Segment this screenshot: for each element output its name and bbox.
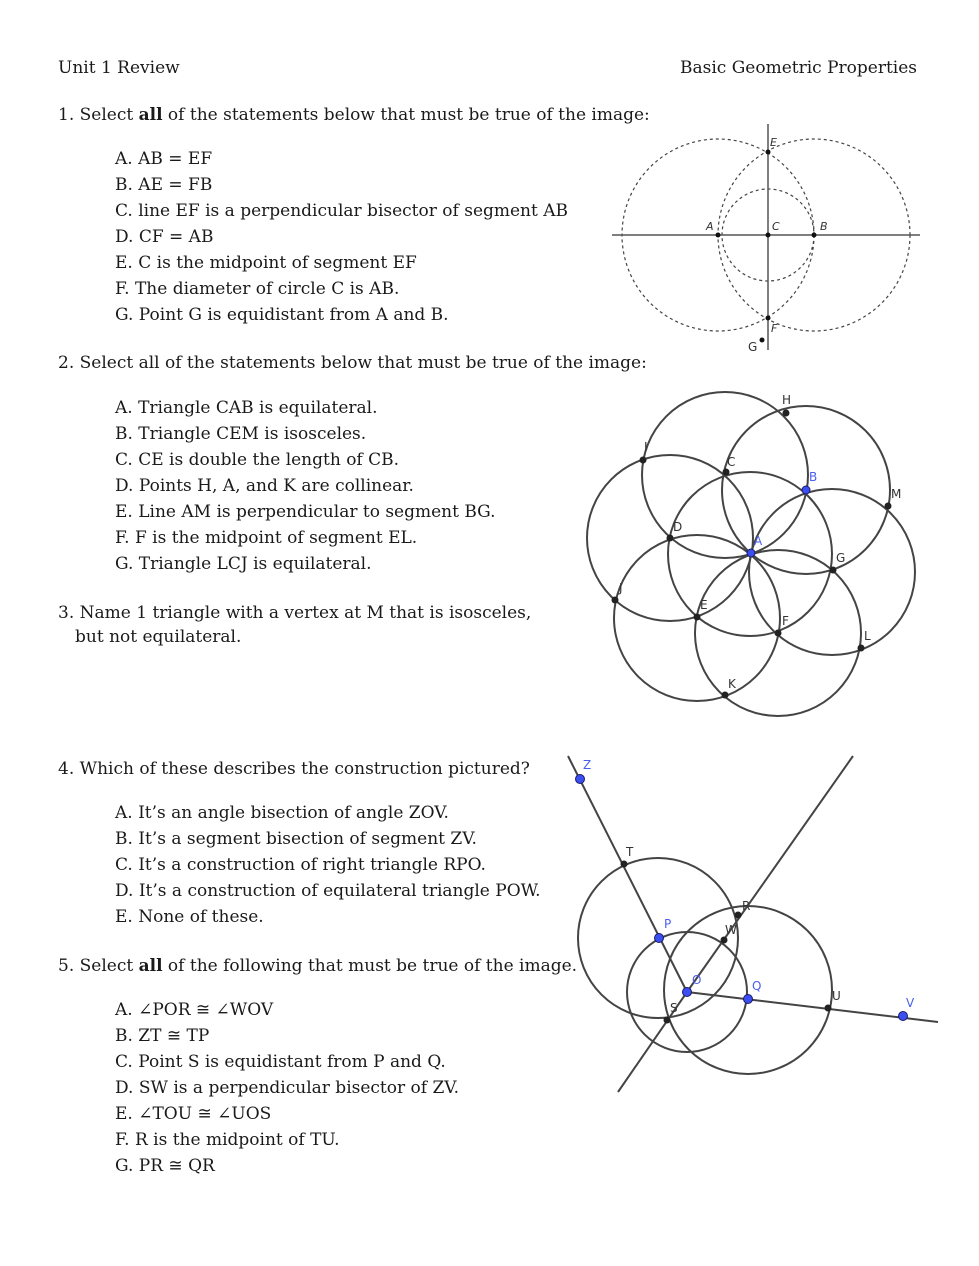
q2-option-f[interactable]: F. F is the midpoint of segment EL. [115, 528, 418, 548]
label-m: M [891, 487, 902, 501]
q5-option-f[interactable]: F. R is the midpoint of TU. [115, 1130, 340, 1150]
q4-option-d[interactable]: D. It’s a construction of equilateral triangle POW. [115, 881, 541, 901]
q1-suffix: of the statements below that must be true of the image: [162, 105, 650, 125]
point-k [722, 692, 729, 699]
label-z: Z [583, 758, 592, 772]
q2-option-c[interactable]: C. CE is double the length of CB. [115, 450, 400, 470]
label-q: Q [752, 979, 762, 993]
point-o [683, 988, 692, 997]
label-k: K [728, 677, 736, 691]
point-z [576, 775, 585, 784]
point-f [766, 316, 771, 321]
label-v: V [906, 996, 915, 1010]
point-a [747, 549, 755, 557]
point-p [655, 934, 664, 943]
point-b [802, 486, 810, 494]
question-4-options [115, 800, 541, 930]
point-i [640, 457, 647, 464]
point-c [723, 469, 730, 476]
point-l [858, 645, 865, 652]
label-j: J [619, 581, 623, 595]
q1-option-d[interactable]: D. CF = AB [115, 227, 214, 247]
point-h [783, 410, 790, 417]
point-e [766, 150, 771, 155]
header-topic: Basic Geometric Properties [679, 58, 917, 78]
figure-1-circles [600, 118, 930, 358]
label-f: F [771, 322, 778, 335]
q5-option-e[interactable]: E. ∠TOU ≅ ∠UOS [115, 1104, 272, 1124]
q1-option-b[interactable]: B. AE = FB [115, 175, 213, 195]
question-2-prompt: 2. Select all of the statements below that must be true of the image: [58, 353, 647, 373]
q5-suffix: of the following that must be true of the image. [162, 956, 578, 976]
q5-option-a[interactable]: A. ∠POR ≅ ∠WOV [115, 1000, 274, 1020]
point-s [664, 1017, 671, 1024]
point-g [760, 338, 765, 343]
label-b: B [809, 470, 818, 484]
question-3-prompt [58, 601, 531, 649]
q1-option-a[interactable]: A. AB = EF [115, 149, 213, 169]
label-h: H [782, 393, 792, 407]
ray-or [687, 756, 853, 992]
label-a: A [754, 534, 763, 548]
q5-emphasis: all [138, 956, 163, 976]
q2-option-g[interactable]: G. Triangle LCJ is equilateral. [115, 554, 372, 574]
q5-option-g[interactable]: G. PR ≅ QR [115, 1156, 215, 1176]
point-w [721, 937, 728, 944]
point-a [716, 233, 721, 238]
label-g: G [748, 340, 758, 354]
label-a: A [706, 220, 714, 233]
q2-option-d[interactable]: D. Points H, A, and K are collinear. [115, 476, 414, 496]
q2-option-b[interactable]: B. Triangle CEM is isosceles. [115, 424, 367, 444]
figure-2-flower [580, 380, 925, 725]
label-w: W [725, 923, 737, 937]
question-1-prompt [58, 103, 650, 127]
question-4-prompt: 4. Which of these describes the construction pictured? [58, 759, 530, 779]
label-d: D [673, 520, 683, 534]
question-5-prompt [58, 954, 577, 978]
q4-option-c[interactable]: C. It’s a construction of right triangle RPO. [115, 855, 486, 875]
label-p: P [664, 917, 672, 931]
q2-option-a[interactable]: A. Triangle CAB is equilateral. [115, 398, 378, 418]
point-q [744, 995, 753, 1004]
figure-4-construction [560, 750, 940, 1100]
q1-option-g[interactable]: G. Point G is equidistant from A and B. [115, 305, 449, 325]
question-5-options [115, 997, 459, 1179]
q5-prefix: 5. Select [58, 956, 139, 976]
point-m [885, 503, 892, 510]
point-r [735, 912, 742, 919]
q5-option-b[interactable]: B. ZT ≅ TP [115, 1026, 210, 1046]
point-u [825, 1005, 832, 1012]
question-2-options [115, 395, 496, 577]
q5-option-c[interactable]: C. Point S is equidistant from P and Q. [115, 1052, 446, 1072]
q3-line-2: but not equilateral. [75, 627, 242, 647]
q5-option-d[interactable]: D. SW is a perpendicular bisector of ZV. [115, 1078, 459, 1098]
label-t: T [626, 845, 634, 859]
label-e: E [700, 598, 708, 612]
q3-line-1: 3. Name 1 triangle with a vertex at M that is isosceles, [58, 603, 532, 623]
label-c: C [727, 455, 736, 469]
q1-option-f[interactable]: F. The diameter of circle C is AB. [115, 279, 400, 299]
point-d [667, 535, 674, 542]
label-c: C [772, 220, 780, 233]
point-j [612, 597, 619, 604]
question-1-options [115, 146, 568, 328]
label-e: E [770, 136, 777, 149]
point-e [694, 614, 701, 621]
label-r: R [742, 899, 751, 913]
point-t [621, 861, 628, 868]
q1-option-e[interactable]: E. C is the midpoint of segment EF [115, 253, 417, 273]
q1-option-c[interactable]: C. line EF is a perpendicular bisector of segment AB [115, 201, 569, 221]
point-f [775, 630, 782, 637]
q4-option-a[interactable]: A. It’s an angle bisection of angle ZOV. [115, 803, 449, 823]
label-o: O [692, 973, 702, 987]
label-u: U [832, 989, 841, 1003]
label-i: I [644, 440, 648, 454]
point-b [812, 233, 817, 238]
q1-prefix: 1. Select [58, 105, 139, 125]
q1-emphasis: all [138, 105, 163, 125]
label-l: L [864, 629, 871, 643]
q4-option-b[interactable]: B. It’s a segment bisection of segment ZV. [115, 829, 477, 849]
point-v [899, 1012, 908, 1021]
label-f: F [782, 614, 789, 628]
q4-option-e[interactable]: E. None of these. [115, 907, 264, 927]
q2-option-e[interactable]: E. Line AM is perpendicular to segment BG. [115, 502, 496, 522]
label-g: G [836, 551, 846, 565]
ray-oz [568, 756, 687, 992]
label-s: S [670, 1001, 678, 1015]
point-c [766, 233, 771, 238]
label-b: B [820, 220, 828, 233]
header-unit: Unit 1 Review [58, 58, 180, 78]
point-g [830, 567, 837, 574]
